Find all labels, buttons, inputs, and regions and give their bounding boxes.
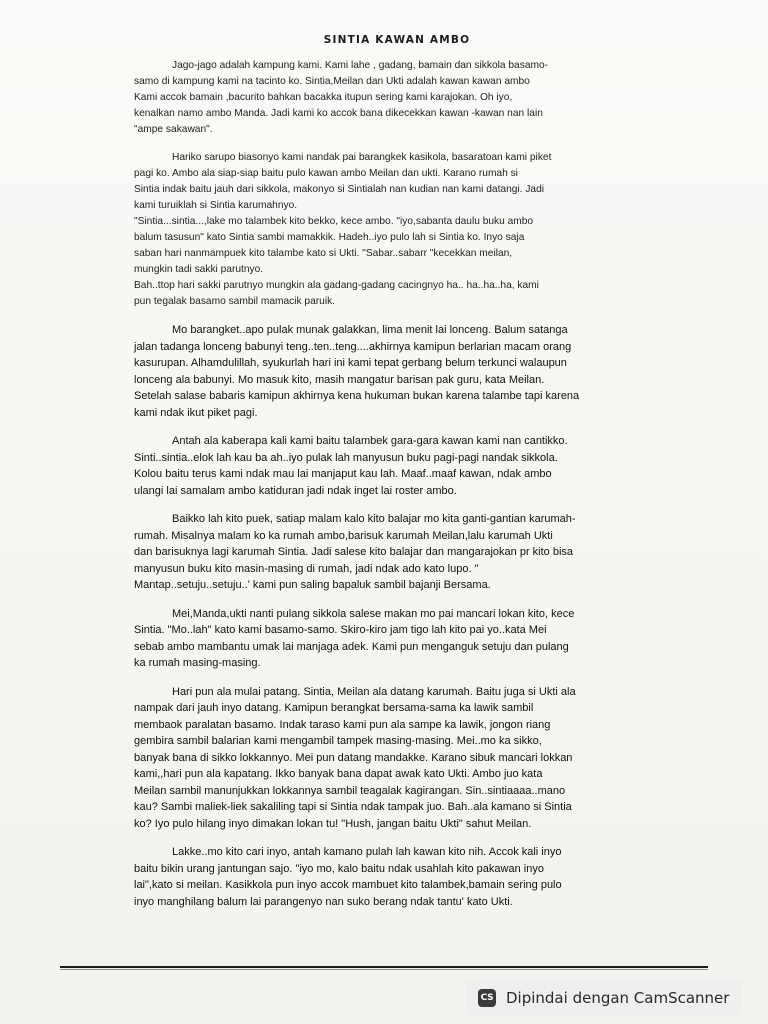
text-line: ko? Iyo pulo hilang inyo dimakan lokan tu! "Hush, jangan baitu Ukti" sahut Meilan. [134, 817, 532, 830]
text-line: samo di kampung kami na tacinto ko. Sintia,Meilan dan Ukti adalah kawan kawan ambo [134, 76, 530, 87]
text-line: nampak dari jauh inyo datang. Kamipun berangkat bersama-sama ka lawik sambil [134, 702, 534, 714]
text-line: pun tegalak basamo sambil mamacik paruik. [134, 296, 336, 307]
text-line: balum tasusun" kato Sintia sambi mamakkik. Hadeh..iyo pulo lah si Sintia ko. Inyo saja [134, 232, 525, 243]
paragraph [134, 684, 632, 833]
camscanner-watermark [466, 980, 742, 1016]
text-line: "Sintia...sintia...,lake mo talambek kito bekko, kece ambo. "iyo,sabanta daulu buku ambo [134, 216, 534, 227]
text-line: membaok paralatan basamo. Indak taraso kami pun ala sampe ka lawik, jongon riang [134, 718, 551, 731]
text-line: kami,,hari pun ala kapatang. Ikko banyak bana dapat awak kato Ukti. Ambo juo kata [134, 768, 543, 780]
text-line: Hariko sarupo biasonyo kami nandak pai barangkek kasikola, basaratoan kami piket [172, 152, 552, 163]
text-line: kenalkan namo ambo Manda. Jadi kami ko accok bana dikecekkan kawan -kawan nan lain [134, 108, 543, 119]
text-line: Kolou baitu terus kami ndak mau lai manjaput kau lah. Maaf..maaf kawan, ndak ambo [134, 468, 552, 480]
text-line: Antah ala kaberapa kali kami baitu talambek gara-gara kawan kami nan cantikko. [172, 435, 568, 447]
text-line: manyusun buku kito masin-masing di rumah, jadi ndak ado kato lupo. " [134, 562, 479, 575]
camscanner-logo-icon: CS [478, 989, 496, 1007]
paragraph [134, 433, 632, 499]
paragraph [134, 58, 632, 138]
text-line: gembira sambil balarian kami mengambil tampek masing-masing. Mei..mo ka sikko, [134, 735, 542, 747]
text-line: Mantap..setuju..setuju..' kami pun saling bapaluk sambil bajanji Bersama. [134, 579, 491, 591]
text-line: lonceng ala babunyi. Mo masuk kito, masih mangatur barisan pak guru, kata Meilan. [134, 373, 545, 386]
paragraph [134, 150, 632, 310]
text-line: Kami accok bamain ,bacurito bahkan bacakka itupun sering kami karajokan. Oh iyo, [134, 92, 513, 103]
text-line: Sintia. "Mo..lah" kato kami basamo-samo. Skiro-kiro jam tigo lah kito pai yo..kata Mei [134, 624, 547, 636]
camscanner-label: Dipindai dengan CamScanner [506, 989, 730, 1007]
text-line: inyo manghilang balum lai parangenyo nan suko berang ndak tantu' kato Ukti. [134, 895, 513, 908]
document-title: SINTIA KAWAN AMBO [323, 34, 471, 46]
text-line: dan barisuknya lagi karumah Sintia. Jadi salese kito balajar dan mangarajokan pr kito bisa [134, 546, 574, 558]
text-line: Mo barangket..apo pulak munak galakkan, lima menit lai lonceng. Balum satanga [172, 324, 568, 336]
paragraph [134, 511, 632, 594]
text-line: Bah..ttop hari sakki parutnyo mungkin ala gadang-gadang cacingnyo ha.. ha..ha..ha, kami [134, 280, 539, 291]
text-line: lai",kato si meilan. Kasikkola pun inyo accok mambuet kito talambek,bamain sering pulo [134, 879, 562, 891]
text-line: ulangi lai samalam ambo katiduran jadi ndak inget lai roster ambo. [134, 484, 457, 497]
text-line: Jago-jago adalah kampung kami. Kami lahe , gadang, bamain dan sikkola basamo- [172, 60, 549, 71]
text-line: Mei,Manda,ukti nanti pulang sikkola salese makan mo pai mancari lokan kito, kece [172, 607, 575, 620]
text-line: rumah. Misalnya malam ko ka rumah ambo,barisuk karumah Meilan,lalu karumah Ukti [134, 529, 553, 542]
text-line: kami ndak ikut piket pagi. [134, 406, 258, 419]
text-line: saban hari nanmampuek kito talambe kato si Ukti. "Sabar..sabarr "kecekkan meilan, [134, 248, 513, 259]
text-line: Sintia indak baitu jauh dari sikkola, makonyo si Sintialah nan kudian nan kami datangi. Jadi [134, 184, 545, 195]
text-line: kami turuiklah si Sintia karumahnyo. [134, 200, 298, 211]
text-line: pagi ko. Ambo ala siap-siap baitu pulo kawan ambo Meilan dan ukti. Karano rumah si [134, 168, 518, 179]
paragraphs-container [134, 58, 632, 910]
text-line: "ampe sakawan". [134, 124, 213, 135]
paragraph [134, 844, 632, 910]
text-line: Sinti..sintia..elok lah kau ba ah..iyo pulak lah manyusun buku pagi-pagi nandak sikkola. [134, 451, 558, 464]
document-body [134, 34, 632, 922]
paragraph [134, 322, 632, 421]
text-line: Setelah salase babaris kamipun akhirnya kena hukuman bukan karena talambe tapi karena [134, 390, 580, 402]
text-line: jalan tadanga lonceng babunyi teng..ten..teng....akhirnya kamipun berlarian macam orang [134, 340, 572, 353]
text-line: Baikko lah kito puek, satiap malam kalo kito balajar mo kita ganti-gantian karumah- [172, 513, 576, 525]
text-line: mungkin tadi sakki parutnyo. [134, 264, 264, 275]
paragraph [134, 606, 632, 672]
text-line: banyak bana di sikko lokkannyo. Mei pun datang mandakke. Karano sibuk mancari lokkan [134, 751, 573, 764]
text-line: ka rumah masing-masing. [134, 657, 261, 669]
text-line: kau? Sambi maliek-liek sakaliling tapi si Sintia ndak tampak juo. Bah..ala kamano si Sintia [134, 801, 572, 813]
bottom-rule [60, 966, 708, 968]
text-line: Lakke..mo kito cari inyo, antah kamano pulah lah kawan kito nih. Accok kali inyo [172, 846, 562, 858]
text-line: baitu bikin urang jantungan sajo. "iyo mo, kalo baitu ndak usahlah kito pakawan inyo [134, 862, 544, 875]
text-line: Meilan sambil manunjukkan lokkannya sambil teagalak kagirangan. Sin..sintiaaaa..mano [134, 784, 566, 797]
bottom-rule-shadow [60, 969, 708, 970]
text-line: kasurupan. Alhamdulillah, syukurlah hari ini kami tepat gerbang belum terkunci walaupun [134, 357, 567, 369]
text-line: Hari pun ala mulai patang. Sintia, Meilan ala datang karumah. Baitu juga si Ukti ala [172, 685, 576, 698]
text-line: sebab ambo mambantu umak lai manjaga adek. Kami pun menganguk setuju dan pulang [134, 640, 569, 653]
